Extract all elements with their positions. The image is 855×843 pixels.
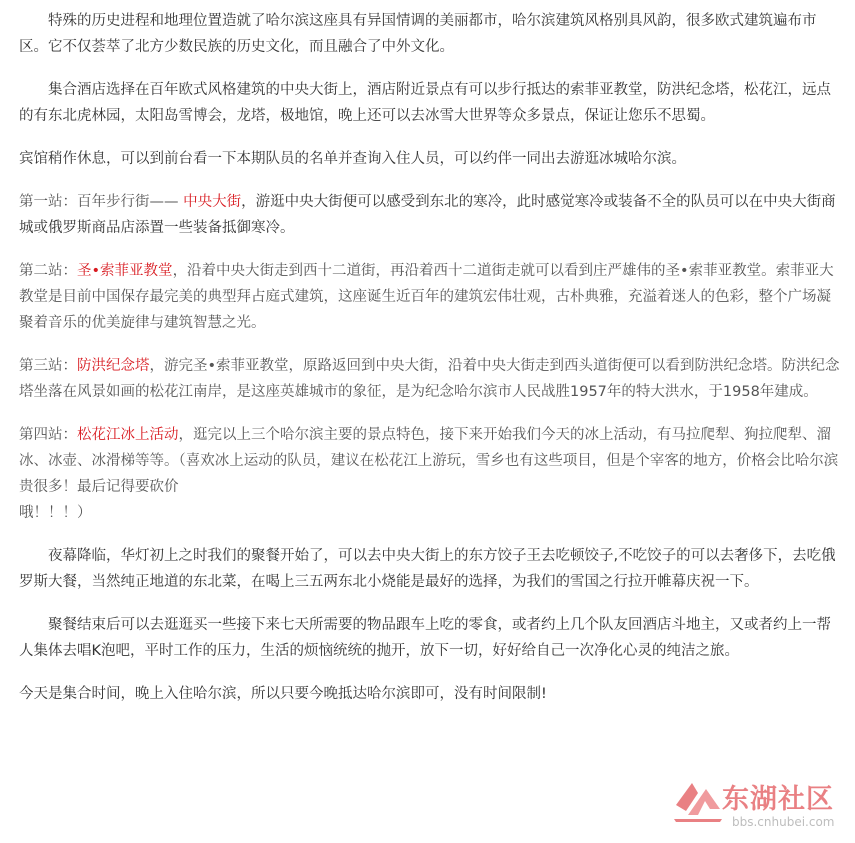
- article-body: [19, 8, 841, 724]
- evening-paragraph: 聚餐结束后可以去逛逛买一些接下来七天所需要的物品跟车上吃的零食，或者约上几个队友回酒店斗地主，又或者约上一帮人集体去唱K泡吧，平时工作的压力，生活的烦恼统统的抛开，放下一切，好好给自己一次净化心灵的纯洁之旅。: [19, 617, 831, 659]
- watermark-title: 东湖社区: [722, 784, 834, 815]
- stop-1-text: ，游逛中央大街便可以感受到东北的寒冷，此时感觉寒冷或装备不全的队员可以在中央大街商城或俄罗斯商品店添置一些装备抵御寒冷。: [19, 194, 836, 236]
- schedule-note: 今天是集合时间，晚上入住哈尔滨，所以只要今晚抵达哈尔滨即可，没有时间限制!: [19, 686, 547, 702]
- stop-4-text: ，逛完以上三个哈尔滨主要的景点特色，接下来开始我们今天的冰上活动，有马拉爬犁、狗拉爬犁、溜冰、冰壶、冰滑梯等等。（喜欢冰上运动的队员，建议在松花江上游玩，雪乡也有这些项目，但是个宰客的地方，价格会比哈尔滨贵很多！最后记得要砍价: [19, 427, 839, 495]
- watermark-logo-icon: [672, 775, 724, 823]
- dinner-paragraph: 夜幕降临，华灯初上之时我们的聚餐开始了，可以去中央大街上的东方饺子王去吃顿饺子,不吃饺子的可以去奢侈下，去吃俄罗斯大餐，当然纯正地道的东北菜，在喝上三五两东北小烧能是最好的选择，为我们的雪国之行拉开帷幕庆祝一下。: [19, 548, 836, 590]
- hotel-paragraph: 集合酒店选择在百年欧式风格建筑的中央大街上，酒店附近景点有可以步行抵达的索菲亚教堂，防洪纪念塔，松花江，远点的有东北虎林园，太阳岛雪博会，龙塔，极地馆，晚上还可以去冰雪大世界等众多景点，保证让您乐不思蜀。: [19, 82, 831, 124]
- stop-1-paragraph: [19, 189, 841, 241]
- stop-4-tail: 哦！！！）: [19, 505, 92, 521]
- stop-2-name: 圣•索菲亚教堂: [77, 263, 173, 279]
- stop-1-name: 中央大街: [183, 194, 242, 210]
- stop-2-label: 第二站：: [19, 263, 77, 279]
- stop-3-label: 第三站：: [19, 358, 77, 374]
- stop-3-name: 防洪纪念塔: [77, 358, 150, 374]
- stop-3-paragraph: [19, 353, 841, 405]
- stop-2-text: ，沿着中央大街走到西十二道街，再沿着西十二道街走就可以看到庄严雄伟的圣•索菲亚教堂。索菲亚大教堂是目前中国保存最完美的典型拜占庭式建筑，这座诞生近百年的建筑宏伟壮观，古朴典雅，充溢着迷人的色彩，整个广场凝聚着音乐的优美旋律与建筑智慧之光。: [19, 263, 834, 331]
- stop-3-text: ，游完圣•索菲亚教堂，原路返回到中央大街，沿着中央大街走到西头道街便可以看到防洪纪念塔。防洪纪念塔坐落在风景如画的松花江南岸，是这座英雄城市的象征，是为纪念哈尔滨市人民战胜1957年的特大洪水，于1958年建成。: [19, 358, 840, 400]
- watermark: [672, 775, 847, 837]
- stop-4-label: 第四站：: [19, 427, 77, 443]
- intro-paragraph: 特殊的历史进程和地理位置造就了哈尔滨这座具有异国情调的美丽都市，哈尔滨建筑风格别具风韵，很多欧式建筑遍布市区。它不仅荟萃了北方少数民族的历史文化，而且融合了中外文化。: [19, 13, 817, 55]
- stop-1-label: 第一站：百年步行街——: [19, 194, 184, 210]
- stop-4-paragraph: [19, 422, 841, 526]
- rest-paragraph: 宾馆稍作休息，可以到前台看一下本期队员的名单并查询入住人员，可以约伴一同出去游逛冰城哈尔滨。: [19, 151, 686, 167]
- stop-4-name: 松花江冰上活动: [77, 427, 179, 443]
- stop-2-paragraph: [19, 258, 841, 336]
- watermark-url: bbs.cnhubei.com: [732, 815, 835, 829]
